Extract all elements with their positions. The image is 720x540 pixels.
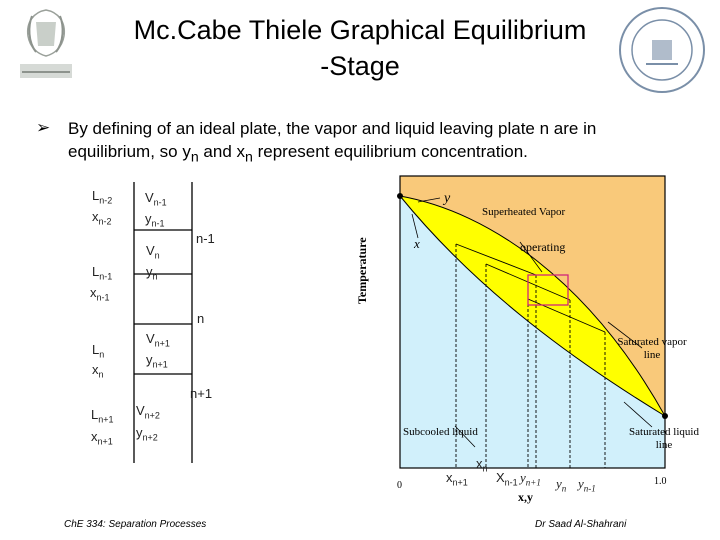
tick-x-n <box>476 456 488 474</box>
page-title <box>60 12 660 84</box>
label-l-n-2 <box>92 188 112 206</box>
var-sub: n-1 <box>99 271 113 282</box>
plate-label-n: n <box>197 311 205 326</box>
bullet-sub: n <box>245 149 253 166</box>
var-sub: n-2 <box>98 216 112 227</box>
label-v-n-plus-2 <box>136 403 160 421</box>
label-l-n-1 <box>92 264 112 282</box>
var-letter: y <box>146 352 153 367</box>
var-sub: n+2 <box>144 410 160 421</box>
var-letter: y <box>145 211 152 226</box>
var-sub: n-1 <box>96 292 110 303</box>
title-line-2: -Stage <box>320 51 400 81</box>
arrow-bullet-icon: ➢ <box>36 118 51 137</box>
var-letter: x <box>446 470 453 485</box>
label-y-n-plus-2 <box>136 425 158 443</box>
label-y-n <box>146 264 158 282</box>
var-sub: n+1 <box>97 436 113 447</box>
var-letter: V <box>145 190 154 205</box>
var-letter: L <box>92 188 100 203</box>
var-sub: n <box>561 483 567 494</box>
var-letter: x <box>476 456 483 471</box>
var-sub: n+2 <box>142 432 158 443</box>
title-line-1: Mc.Cabe Thiele Graphical Equilibrium <box>133 15 587 45</box>
label-y-n-1 <box>145 211 165 229</box>
bullet-text-part: and x <box>198 142 246 161</box>
var-sub: n-1 <box>504 477 518 488</box>
label-v-n-1 <box>145 190 167 208</box>
bullet-line-1: By defining of an ideal plate, the vapor and liquid leaving plate n are in <box>68 119 597 138</box>
y-axis-label: Temperature <box>355 237 369 304</box>
var-letter: y <box>578 476 584 491</box>
var-sub: n <box>152 271 158 282</box>
var-sub: n+1 <box>98 414 114 425</box>
var-letter: y <box>556 476 562 491</box>
var-sub: n <box>482 463 488 474</box>
var-sub: n <box>98 369 104 380</box>
x-axis-zero: 0 <box>397 480 402 491</box>
x-axis-label: x,y <box>518 490 533 504</box>
var-sub: n-1 <box>153 197 167 208</box>
label-x-n-1 <box>90 285 110 303</box>
y-curve-label: y <box>444 191 451 206</box>
tick-x-n-1 <box>496 470 518 488</box>
label-l-n-plus-1 <box>91 407 114 425</box>
plate-label-n-1: n-1 <box>196 231 215 246</box>
label-x-n <box>92 362 104 380</box>
var-sub: n <box>99 349 105 360</box>
label-l-n <box>92 342 104 360</box>
label-v-n <box>146 243 160 261</box>
superheated-vapor-label: Superheated Vapor <box>482 206 566 218</box>
footer-course: ChE 334: Separation Processes <box>64 519 207 530</box>
bullet-sub: n <box>190 149 199 166</box>
var-letter: y <box>146 264 153 279</box>
bullet-text-part: equilibrium, so y <box>68 142 191 161</box>
var-letter: x <box>92 209 99 224</box>
bullet-line-2 <box>68 140 708 169</box>
var-letter: y <box>136 425 143 440</box>
var-letter: x <box>90 285 97 300</box>
tick-y-n <box>556 476 566 494</box>
operating-label: operating <box>520 240 566 254</box>
var-sub: n-2 <box>99 195 113 206</box>
label-y-n-plus-1 <box>146 352 168 370</box>
var-letter: V <box>146 243 155 258</box>
var-sub: n+1 <box>452 477 468 488</box>
saturated-liquid-label: Saturated liquid line <box>629 426 699 451</box>
bullet-text <box>68 117 708 169</box>
var-letter: V <box>146 331 155 346</box>
subcooled-liquid-label: Subcooled liquid <box>403 426 478 438</box>
var-letter: X <box>496 470 505 485</box>
x-axis-one: 1.0 <box>654 476 667 487</box>
var-letter: V <box>136 403 145 418</box>
var-sub: n+1 <box>154 338 170 349</box>
var-sub: n <box>154 250 160 261</box>
tick-x-n-plus-1 <box>446 470 468 488</box>
var-sub: n-1 <box>151 218 165 229</box>
var-sub: n+1 <box>152 359 168 370</box>
var-letter: y <box>520 470 526 485</box>
x-curve-label: x <box>414 236 420 251</box>
var-sub: n+1 <box>525 477 541 488</box>
var-letter: x <box>92 362 99 377</box>
pure-light-point <box>662 413 668 419</box>
plate-label-n-plus-1: n+1 <box>190 386 213 401</box>
pure-heavy-point <box>397 193 403 199</box>
var-sub: n-1 <box>583 483 596 494</box>
var-letter: L <box>92 264 100 279</box>
var-letter: L <box>92 342 100 357</box>
tick-y-n-1 <box>578 476 596 494</box>
bullet-text-part: represent equilibrium concentration. <box>252 142 528 161</box>
label-x-n-plus-1 <box>91 429 113 447</box>
saturated-vapor-label: Saturated vapor line <box>617 336 687 361</box>
var-letter: L <box>91 407 99 422</box>
label-v-n-plus-1 <box>146 331 170 349</box>
footer-author: Dr Saad Al-Shahrani <box>535 519 627 530</box>
var-letter: x <box>91 429 98 444</box>
label-x-n-2 <box>92 209 112 227</box>
tick-y-n-plus-1 <box>520 470 541 488</box>
